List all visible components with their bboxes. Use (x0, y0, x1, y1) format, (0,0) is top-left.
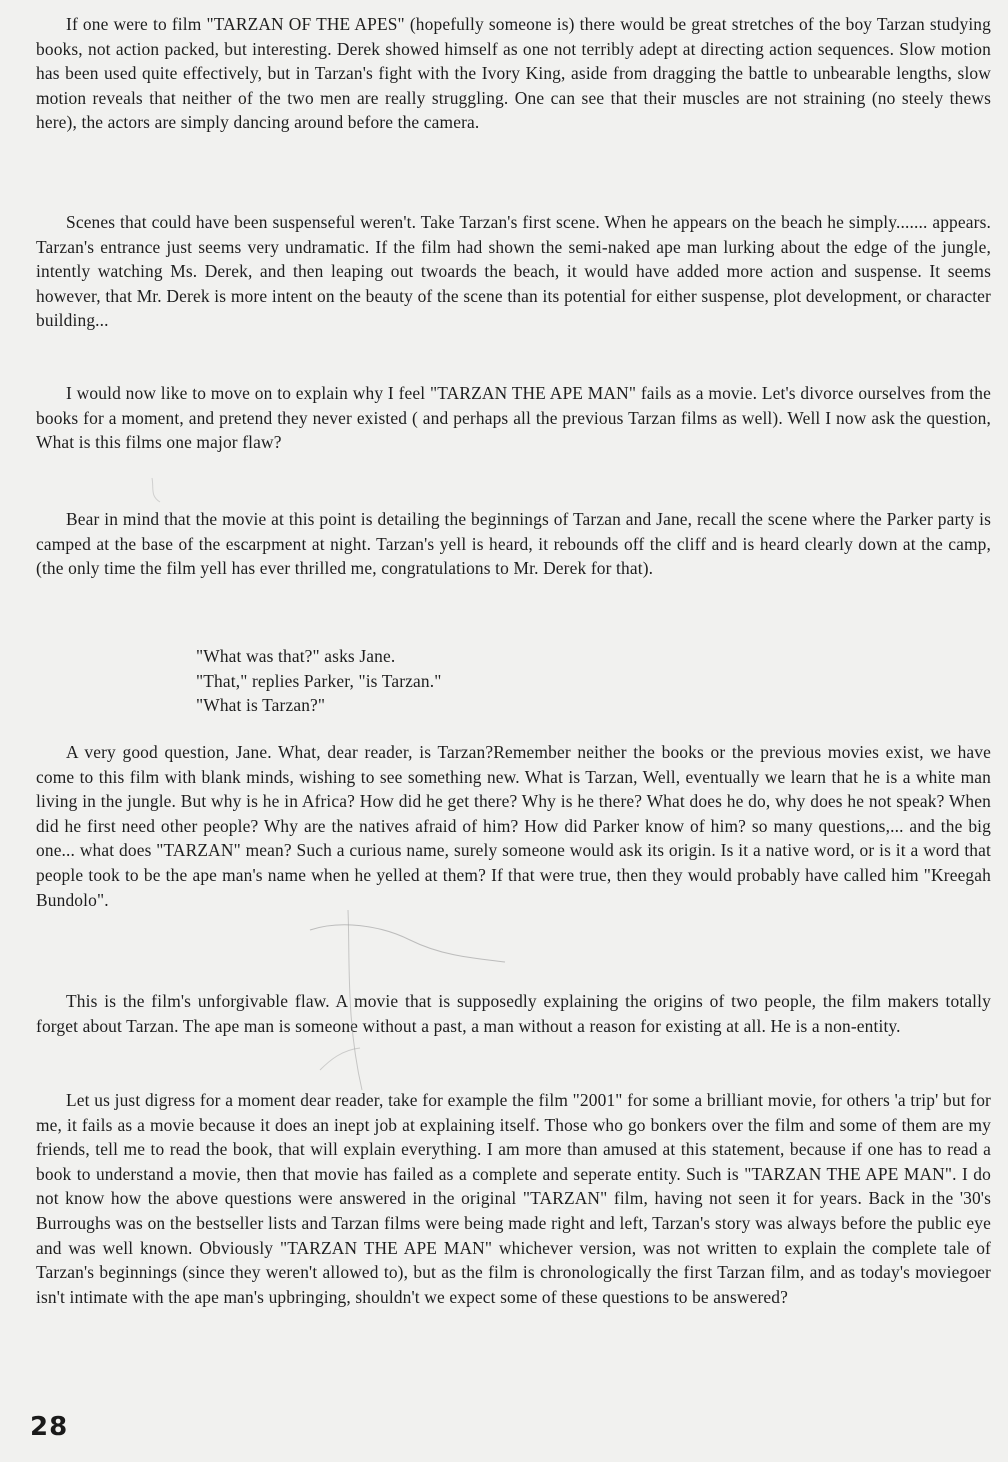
dialogue-line-question: "What is Tarzan?" (196, 695, 326, 716)
paragraph-parker-party-scene: Bear in mind that the movie at this point is detailing the beginnings of Tarzan and Jane, recall the scene where the Parker party is camped at the base of the escarpment at night. Tarzan's yell is heard, it rebounds off the cliff and is heard clearly down at the camp, (the only time the film yell has ever thrilled me, congratulations to Mr. Derek for that). (36, 509, 991, 579)
scan-speck-mark (140, 470, 180, 510)
dialogue-line-parker: "That," replies Parker, "is Tarzan." (196, 670, 442, 691)
paragraph-unforgivable-flaw: This is the film's unforgivable flaw. A movie that is supposedly explaining the origins of two people, the film makers totally forget about Tarzan. The ape man is someone without a past, a man without a reason for existing at all. He is a non-entity. (36, 991, 991, 1036)
paragraph-film-tarzan-of-the-apes: If one were to film "TARZAN OF THE APES" (hopefully someone is) there would be great stretches of the boy Tarzan studying books, not action packed, but interesting. Derek showed himself as one not terribly adept at directing action sequences. Slow motion has been used quite effectively, but in Tarzan's fight with the Ivory King, aside from dragging the battle to unbearable lengths, slow motion reveals that neither of the two men are really struggling. One can see that their muscles are not straining (no steely thews here), the actors are simply dancing around before the camera. (36, 14, 991, 133)
paragraph-suspense-scenes: Scenes that could have been suspenseful weren't. Take Tarzan's first scene. When he appears on the beach he simply....... appears. Tarzan's entrance just seems very undramatic. If the film had shown the semi-naked ape man lurking about the edge of the jungle, intently watching Ms. Derek, and then leaping out twoards the beach, it would have added more action and suspense. It seems however, that Mr. Derek is more intent on the beauty of the scene than its potential for either suspense, plot development, or character building... (36, 212, 991, 331)
paragraph-digress-2001: Let us just digress for a moment dear reader, take for example the film "2001" for some a brilliant movie, for others 'a trip' but for me, it fails as a movie because it does an inept job at explaining itself. Those who go bonkers over the film and some of them are my friends, tell me to read the book, that will explain everything. I am more than amused at this statement, because if one has to read a book to understand a movie, then that movie has failed as a complete and seperate entity. Such is "TARZAN THE APE MAN". I do not know how the above questions were answered in the original "TARZAN" film, having not seen it for years. Back in the '30's Burroughs was on the bestseller lists and Tarzan films were being made right and left, Tarzan's story was always before the public eye and was well known. Obviously "TARZAN THE APE MAN" whichever version, was not written to explain the complete tale of Tarzan's beginnings (since they weren't allowed to), but as the film is chronologically the first Tarzan film, and as today's moviegoer isn't intimate with the ape man's upbringing, shouldn't we expect some of these questions to be answered? (36, 1090, 991, 1307)
dialogue-line-jane: "What was that?" asks Jane. (196, 646, 396, 666)
page-number: 28 (30, 1412, 69, 1442)
paragraph-fails-as-movie: I would now like to move on to explain why I feel "TARZAN THE APE MAN" fails as a movie. Let's divorce ourselves from the books for a moment, and pretend they never existed ( and perhaps all the previous Tarzan films as well). Well I now ask the question, What is this films one major flaw? (36, 383, 991, 453)
paragraph-what-is-tarzan: A very good question, Jane. What, dear reader, is Tarzan?Remember neither the books or the previous movies exist, we have come to this film with blank minds, wishing to see something new. What is Tarzan, Well, eventually we learn that he is a white man living in the jungle. But why is he in Africa? How did he get there? Why is he there? What does he do, why does he not speak? When did he first need other people? Why are the natives afraid of him? How did Parker know of him? so many questions,... and the big one... what does "TARZAN" mean? Such a curious name, surely someone would ask its origin. Is it a native word, or is it a word that people took to be the ape man's name when he yelled at them? If that were true, then they would probably have called him "Kreegah Bundolo". (36, 742, 991, 910)
dialogue-quote-block (196, 644, 756, 718)
